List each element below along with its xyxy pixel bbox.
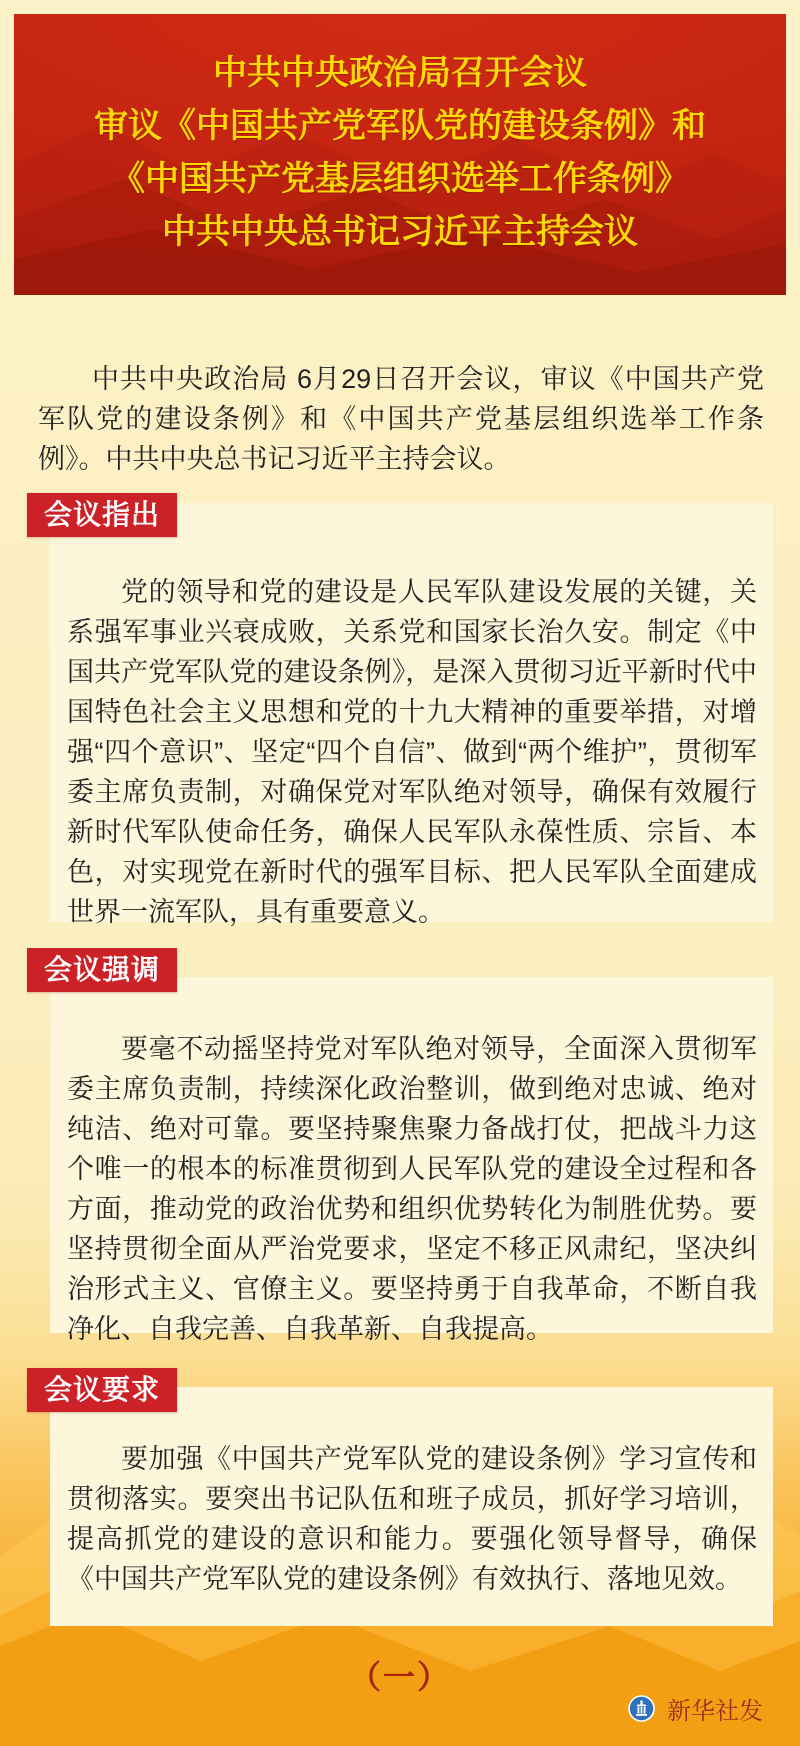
- section-body-2: 要毫不动摇坚持党对军队绝对领导，全面深入贯彻军委主席负责制，持续深化政治整训，做到绝对忠诚、绝对纯洁、绝对可靠。要坚持聚焦聚力备战打仗，把战斗力这个唯一的根本的标准贯彻到人民军队党的建设全过程和各方面，推动党的政治优势和组织优势转化为制胜优势。要坚持贯彻全面从严治党要求，坚定不移正风肃纪，坚决纠治形式主义、官僚主义。要坚持勇于自我革命，不断自我净化、自我完善、自我革新、自我提高。: [67, 1034, 757, 1344]
- page-number: （一）: [348, 1659, 451, 1695]
- section-badge-huiyi-qiangdiao: 会议强调: [27, 948, 177, 992]
- page-title: [14, 14, 786, 259]
- section-body-1: 党的领导和党的建设是人民军队建设发展的关键，关系强军事业兴衰成败，关系党和国家长治久安。制定《中国共产党军队党的建设条例》，是深入贯彻习近平新时代中国特色社会主义思想和党的十九大精神的重要举措，对增强“四个意识”、坚定“四个自信”、做到“两个维护”，贯彻军委主席负责制，对确保党对军队绝对领导，确保有效履行新时代军队使命任务，确保人民军队永葆性质、宗旨、本色，对实现党在新时代的强军目标、把人民军队全面建成世界一流军队，具有重要意义。: [67, 577, 757, 927]
- title-line-4: 中共中央总书记习近平主持会议: [162, 213, 638, 251]
- intro-paragraph: 中共中央政治局 6月29日召开会议，审议《中国共产党军队党的建设条例》和《中国共产党基层组织选举工作条例》。中共中央总书记习近平主持会议。: [38, 364, 764, 474]
- title-line-1: 中共中央政治局召开会议: [213, 54, 587, 92]
- section-body-3: 要加强《中国共产党军队党的建设条例》学习宣传和贯彻落实。要突出书记队伍和班子成员，抓好学习培训，提高抓党的建设的意识和能力。要强化领导督导，确保《中国共产党军队党的建设条例》有效执行、落地见效。: [67, 1444, 757, 1594]
- section-badge-huiyi-yaoqiu: 会议要求: [27, 1368, 177, 1412]
- header-banner: [14, 14, 786, 295]
- title-line-3: 《中国共产党基层组织选举工作条例》: [111, 160, 689, 198]
- agency-credit-label: 新华社发: [667, 1698, 763, 1725]
- section-badge-huiyi-zhichu: 会议指出: [27, 493, 177, 537]
- title-line-2: 审议《中国共产党军队党的建设条例》和: [94, 107, 706, 145]
- section-box-2: [50, 977, 773, 1344]
- section-box-3: [50, 1387, 773, 1626]
- xinhua-logo-icon: [628, 1695, 655, 1722]
- agency-credit: [628, 1691, 763, 1726]
- section-box-1: [50, 503, 773, 927]
